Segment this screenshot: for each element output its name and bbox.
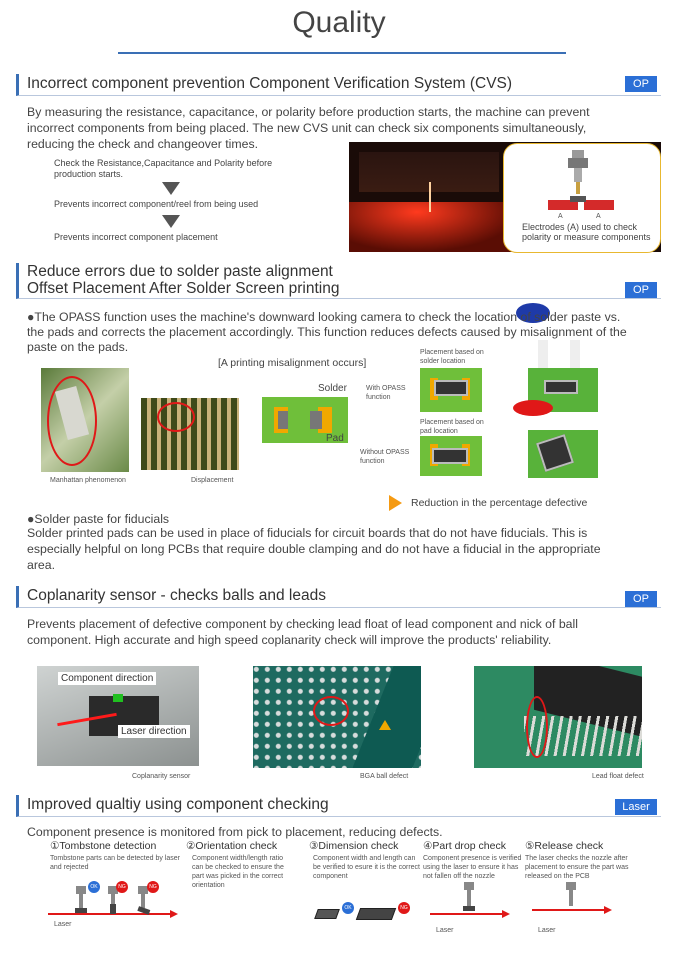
play-arrow-icon	[389, 495, 402, 511]
opass-op-badge: OP	[625, 282, 657, 298]
caption-coplanarity-sensor: Coplanarity sensor	[132, 773, 191, 780]
item-desc: Component presence is verified using the laser to ensure it has not fallen off the nozzle	[423, 855, 522, 880]
check-item-orientation	[186, 840, 296, 890]
label-based-on-solder: Placement based on solder location	[420, 349, 484, 365]
label-laser-direction: Laser direction	[118, 725, 190, 738]
item-desc: Component width and length can be verified to esure it is the correct component	[313, 855, 420, 880]
check-item-tombstone	[50, 840, 180, 872]
caption-displacement: Displacement	[191, 477, 234, 484]
label-with-opass: With OPASS function	[366, 385, 406, 401]
checking-laser-badge: Laser	[615, 799, 657, 815]
misalignment-caption: [A printing misalignment occurs]	[218, 357, 367, 369]
label-laser: Laser	[54, 921, 72, 928]
manhattan-photo	[41, 368, 129, 472]
lead-stub	[538, 340, 548, 368]
caption-lead-float: Lead float defect	[592, 773, 644, 780]
caption-manhattan: Manhattan phenomenon	[50, 477, 126, 484]
without-opass-board	[420, 436, 482, 476]
red-marker-blob	[513, 400, 553, 416]
opass-heading-line1: Reduce errors due to solder paste alignment	[27, 263, 333, 280]
label-laser: Laser	[436, 927, 454, 934]
part-drop-illustration	[430, 878, 510, 924]
reduction-text: Reduction in the percentage defective	[411, 497, 588, 509]
coplanarity-body: Prevents placement of defective component by checking lead float of lead component and nick of ball component. High accurate and high speed coplanarity check will improve the products' reliability.	[27, 617, 578, 647]
electrode-label-a: A	[596, 213, 601, 220]
check-item-dimension	[309, 840, 421, 881]
item-title: ⑤Release check	[525, 840, 604, 852]
displacement-photo	[141, 398, 239, 470]
ng-badge: NG	[147, 881, 159, 893]
label-component-direction: Component direction	[58, 672, 156, 685]
check-item-part-drop	[423, 840, 523, 881]
cvs-step-2: Prevents incorrect component/reel from being used	[54, 199, 259, 209]
small-component-icon	[314, 909, 340, 919]
cvs-step-1: Check the Resistance,Capacitance and Polarity before production starts.	[54, 158, 273, 179]
label-based-on-pad: Placement based on pad location	[420, 419, 484, 435]
item-title: ③Dimension check	[309, 840, 399, 852]
label-laser: Laser	[538, 927, 556, 934]
fiducial-body: Solder printed pads can be used in place of fiducials for circuit boards that do not have fiducials. This is especially helpful on long PCBs that require double clamping and do not have a fiducial in the appropriate area.	[27, 526, 601, 572]
ng-badge: NG	[398, 902, 410, 914]
ok-badge: OK	[88, 881, 100, 893]
lead-float-photo	[474, 666, 642, 768]
item-desc: Tombstone parts can be detected by laser and rejected	[50, 855, 180, 871]
caption-bga-defect: BGA ball defect	[360, 773, 409, 780]
section-heading-cvs: Incorrect component prevention Component Verification System (CVS)	[16, 74, 661, 96]
page-title: Quality	[292, 6, 386, 39]
check-item-release	[525, 840, 633, 881]
label-without-opass: Without OPASS function	[360, 449, 410, 465]
cvs-electrode-callout	[503, 143, 661, 253]
lead-stub	[570, 340, 580, 368]
release-check-illustration	[532, 878, 612, 924]
section-heading-opass	[16, 263, 661, 299]
coplanarity-op-badge: OP	[625, 591, 657, 607]
cvs-body: By measuring the resistance, capacitance, or polarity before production starts, the machine can prevent incorrect components from being placed. The new CVS unit can check six components simultaneously, reducing the check and changeover times.	[27, 105, 590, 151]
label-solder: Solder	[318, 383, 347, 394]
title-divider	[118, 52, 566, 54]
label-pad: Pad	[326, 433, 344, 444]
section-heading-checking: Improved qualtiy using component checking	[16, 795, 661, 817]
cvs-step-3: Prevents incorrect component placement	[54, 232, 218, 242]
fiducial-title: ●Solder paste for fiducials	[27, 512, 170, 526]
item-desc: The laser checks the nozzle after placement to ensure the part was released on the PCB	[525, 855, 629, 880]
large-component-icon	[356, 908, 396, 920]
item-title: ④Part drop check	[423, 840, 506, 852]
cvs-op-badge: OP	[625, 76, 657, 92]
item-title: ①Tombstone detection	[50, 840, 157, 852]
section-heading-coplanarity: Coplanarity sensor - checks balls and leads	[16, 586, 661, 608]
ng-badge: NG	[116, 881, 128, 893]
electrode-caption: Electrodes (A) used to check polarity or measure components	[522, 222, 651, 242]
bga-photo	[253, 666, 421, 768]
nozzle-electrode-icon	[504, 144, 662, 224]
opass-heading-line2: Offset Placement After Solder Screen printing	[27, 280, 340, 297]
item-desc: Component width/length ratio can be checked to ensure the part was picked in the correct orientation	[192, 855, 284, 889]
electrode-label-a: A	[558, 213, 563, 220]
ok-badge: OK	[342, 902, 354, 914]
opass-body: ●The OPASS function uses the machine's downward looking camera to check the location of solder paste vs. the pads and corrects the placement accordingly. This function reduces defects caused by misalignment of the paste on the pads.	[27, 310, 627, 354]
checking-body: Component presence is monitored from pick to placement, reducing defects.	[27, 825, 443, 839]
with-opass-board	[420, 368, 482, 412]
arrow-down-icon	[162, 182, 180, 195]
arrow-down-icon	[162, 215, 180, 228]
item-title: ②Orientation check	[186, 840, 278, 852]
placement-photo-bad	[528, 430, 598, 478]
